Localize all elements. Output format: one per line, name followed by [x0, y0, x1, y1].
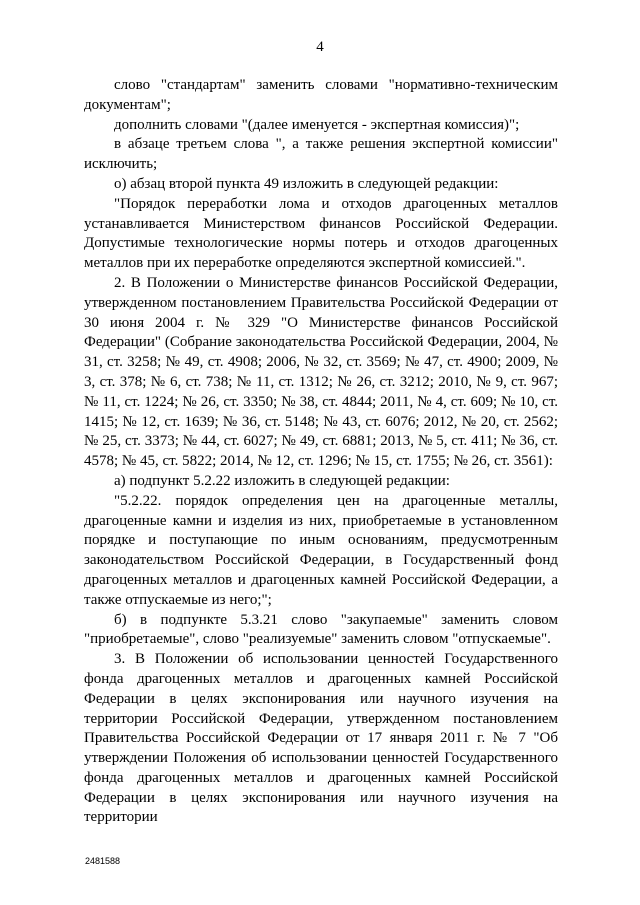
- paragraph-10: 3. В Положении об использовании ценностей Государственного фонда драгоценных металлов и драгоценных камней Российской Федерации в целях экспонирования или научного изучения на территории Российской Федерации, утвержденном постановлением Правительства Российской Федерации от 17 января 2011 г. № 7 "Об утверждении Положения об использовании ценностей Государственного фонда драгоценных металлов и драгоценных камней Российской Федерации в целях экспонирования или научного изучения на территории: [84, 651, 558, 826]
- page-number: 4: [316, 39, 324, 55]
- paragraph-7: а) подпункт 5.2.22 изложить в следующей редакции:: [114, 472, 450, 489]
- paragraph-4: о) абзац второй пункта 49 изложить в следующей редакции:: [114, 175, 499, 192]
- document-id: 2481588: [85, 856, 121, 866]
- paragraph-1: слово "стандартам" заменить словами "нормативно-техническим документам";: [84, 77, 558, 113]
- paragraph-3: в абзаце третьем слова ", а также решения экспертной комиссии" исключить;: [84, 136, 558, 173]
- paragraph-2: дополнить словами "(далее именуется - экспертная комиссия)";: [114, 116, 520, 133]
- document-body: [84, 76, 558, 828]
- paragraph-6: 2. В Положении о Министерстве финансов Российской Федерации, утвержденном постановлением Правительства Российской Федерации от 30 июня 2004 г. № 329 "О Министерстве финансов Российской Федерации" (Собрание законодательства Российской Федерации, 2004, № 31, ст. 3258; № 49, ст. 4908; 2006, № 32, ст. 3569; № 47, ст. 4900; 2009, № 3, ст. 378; № 6, ст. 738; № 11, ст. 1312; № 26, ст. 3212; 2010, № 9, ст. 967; № 11, ст. 1224; № 26, ст. 3350; № 38, ст. 4844; 2011, № 4, ст. 609; № 10, ст. 1415; № 12, ст. 1639; № 36, ст. 5148; № 43, ст. 6076; 2012, № 20, ст. 2562; № 25, ст. 3373; № 44, ст. 6027; № 49, ст. 6881; 2013, № 5, ст. 411; № 36, ст. 4578; № 45, ст. 5822; 2014, № 12, ст. 1296; № 15, ст. 1755; № 26, ст. 3561):: [84, 274, 558, 470]
- paragraph-9: б) в подпункте 5.3.21 слово "закупаемые" заменить словом "приобретаемые", слово "реализуемые" заменить словом "отпускаемые".: [84, 611, 558, 648]
- paragraph-8: "5.2.22. порядок определения цен на драгоценные металлы, драгоценные камни и изделия из них, приобретаемые в установленном порядке и поступающие по иным основаниям, предусмотренным законодательством Российской Федерации, в Государственный фонд драгоценных металлов и драгоценных камней Российской Федерации, а также отпускаемые из него;";: [84, 492, 558, 608]
- paragraph-5: "Порядок переработки лома и отходов драгоценных металлов устанавливается Министерством финансов Российской Федерации. Допустимые технологические нормы потерь и отходов драгоценных металлов при их переработке определяются экспертной комиссией.".: [84, 195, 558, 272]
